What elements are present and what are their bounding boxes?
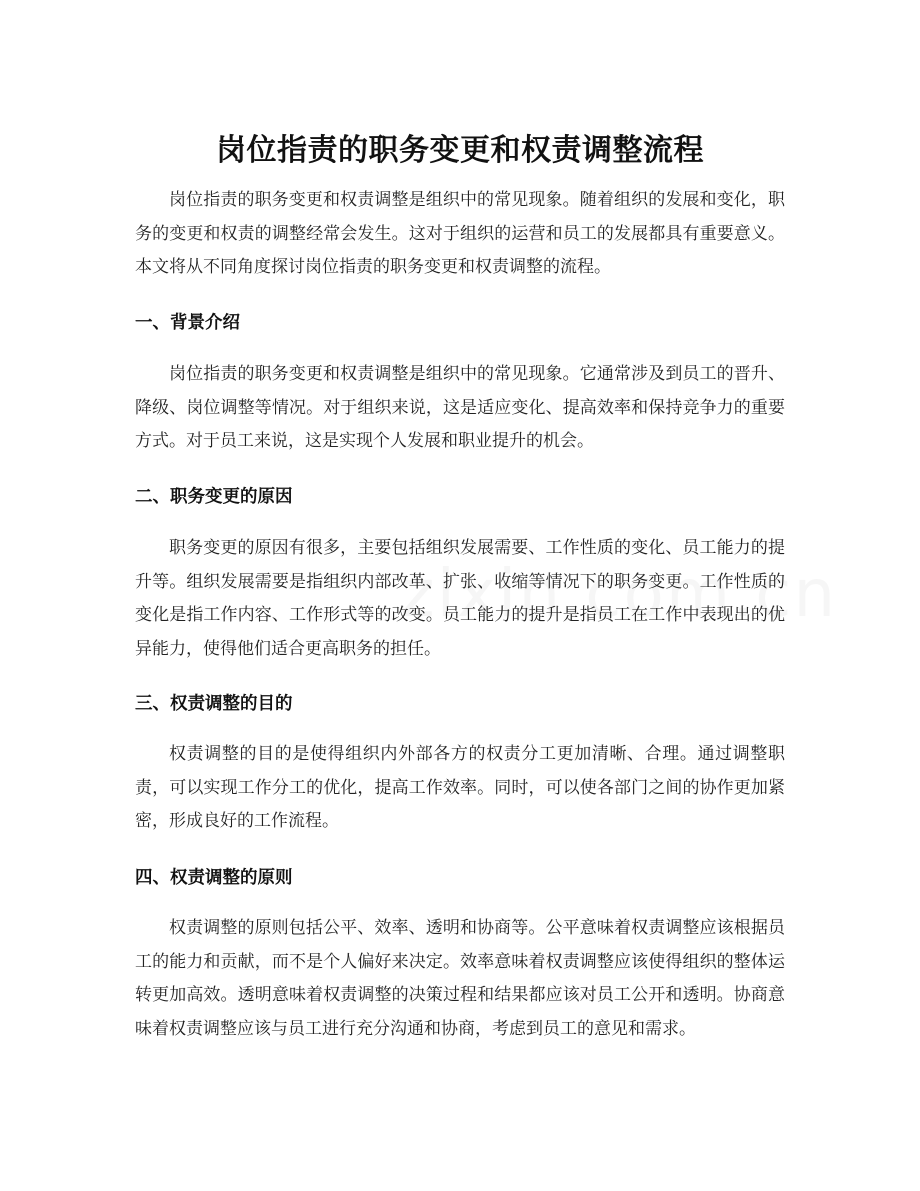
section-heading-purpose: 三、权责调整的目的 [135, 694, 293, 714]
section-body-reasons: 职务变更的原因有很多，主要包括组织发展需要、工作性质的变化、员工能力的提升等。组织发展需要是指组织内部改革、扩张、收缩等情况下的职务变更。工作性质的变化是指工作内容、工作形式等的改变。员工能力的提升是指员工在工作中表现出的优异能力，使得他们适合更高职务的担任。 [135, 538, 785, 659]
intro-paragraph: 岗位指责的职务变更和权责调整是组织中的常见现象。随着组织的发展和变化，职务的变更和权责的调整经常会发生。这对于组织的运营和员工的发展都具有重要意义。本文将从不同角度探讨岗位指责的职务变更和权责调整的流程。 [135, 190, 785, 277]
page-title: 岗位指责的职务变更和权责调整流程 [216, 133, 704, 169]
section-body-background: 岗位指责的职务变更和权责调整是组织中的常见现象。它通常涉及到员工的晋升、降级、岗位调整等情况。对于组织来说，这是适应变化、提高效率和保持竞争力的重要方式。对于员工来说，这是实现个人发展和职业提升的机会。 [135, 364, 785, 451]
section-body-principles: 权责调整的原则包括公平、效率、透明和协商等。公平意味着权责调整应该根据员工的能力和贡献，而不是个人偏好来决定。效率意味着权责调整应该使得组织的整体运转更加高效。透明意味着权责调整的决策过程和结果都应该对员工公开和透明。协商意味着权责调整应该与员工进行充分沟通和协商，考虑到员工的意见和需求。 [135, 918, 785, 1039]
section-body-purpose: 权责调整的目的是使得组织内外部各方的权责分工更加清晰、合理。通过调整职责，可以实现工作分工的优化，提高工作效率。同时，可以使各部门之间的协作更加紧密，形成良好的工作流程。 [135, 744, 785, 831]
section-heading-background: 一、背景介绍 [135, 313, 240, 333]
section-heading-reasons: 二、职务变更的原因 [135, 487, 293, 507]
section-heading-principles: 四、权责调整的原则 [135, 868, 293, 888]
